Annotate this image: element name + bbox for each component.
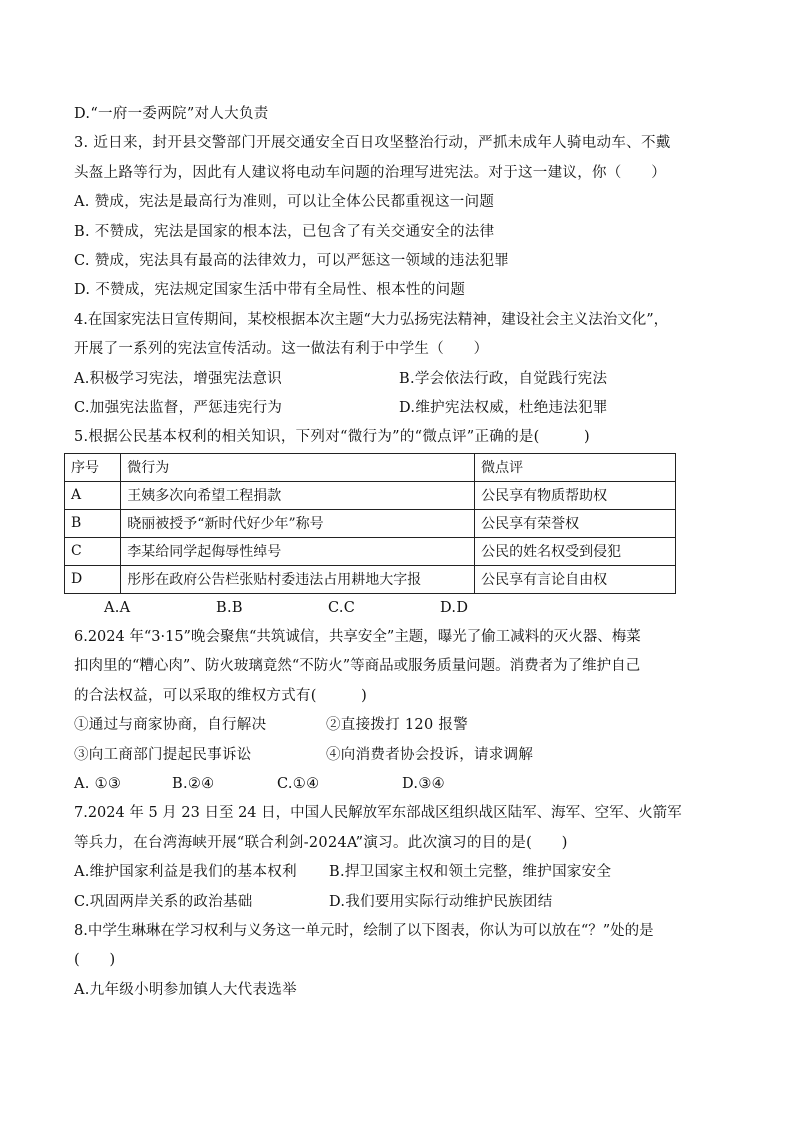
q7-option-b: B.捍卫国家主权和领土完整，维护国家安全 [329, 864, 612, 881]
line-top-4: B. 不赞成，宪法是国家的根本法，已包含了有关交通安全的法律 [74, 223, 495, 240]
q5-header-no: 序号 [65, 453, 121, 481]
q5-option-b: B.B [216, 599, 243, 616]
q6-items-row-1 [74, 711, 724, 740]
q5-cell-comment: 公民享有荣誉权 [475, 509, 676, 537]
q5-option-c: C.C [328, 599, 356, 616]
line-top-6: D. 不赞成，宪法规定国家生活中带有全局性、根本性的问题 [74, 282, 466, 299]
q4-option-b: B.学会依法行政，自觉践行宪法 [399, 370, 608, 387]
q5-options [74, 594, 724, 623]
q5-header-comment: 微点评 [475, 453, 676, 481]
line-top-7: 4.在国家宪法日宣传期间，某校根据本次主题“大力弘扬宪法精神，建设社会主义法治文化”， [74, 311, 669, 328]
q4-option-a: A.积极学习宪法，增强宪法意识 [74, 370, 283, 387]
q5-table [64, 453, 676, 594]
table-row [65, 537, 676, 565]
q6-item-2: ②直接拨打 120 报警 [326, 717, 468, 734]
q6-line-0: 6.2024 年“3·15”晚会聚焦“共筑诚信，共享安全”主题，曝光了偷工减料的灭火器、梅菜 [74, 629, 641, 646]
line-top-5: C. 赞成，宪法具有最高的法律效力，可以严惩这一领域的违法犯罪 [74, 252, 510, 269]
q6-option-d: D.③④ [402, 776, 445, 793]
q5-cell-action: 晓丽被授予“新时代好少年”称号 [121, 509, 475, 537]
q6-line-2: 的合法权益，可以采取的维权方式有( ) [74, 687, 368, 704]
exam-page [71, 100, 724, 1005]
table-row [65, 481, 676, 509]
q5-cell-no: C [65, 537, 121, 565]
q5-cell-action: 李某给同学起侮辱性绰号 [121, 537, 475, 565]
q5-table-header [65, 453, 676, 481]
q5-cell-comment: 公民享有言论自由权 [475, 565, 676, 593]
q6-items-row-2 [74, 741, 724, 770]
q6-option-b: B.②④ [172, 776, 215, 793]
q7-option-c: C.巩固两岸关系的政治基础 [74, 893, 253, 910]
q7-option-a: A.维护国家利益是我们的基本权利 [74, 864, 297, 881]
q4-options-row-1 [74, 365, 724, 394]
q5-cell-no: A [65, 481, 121, 509]
q5-option-d: D.D [440, 599, 469, 616]
q8-option-a: A.九年级小明参加镇人大代表选举 [74, 981, 297, 998]
q5-option-a: A.A [104, 599, 131, 616]
q7-options-row-2 [74, 888, 724, 917]
q5-cell-comment: 公民的姓名权受到侵犯 [475, 537, 676, 565]
q6-line-1: 扣肉里的“糟心肉”、防火玻璃竟然“不防火”等商品或服务质量问题。消费者为了维护自己 [74, 658, 641, 675]
q4-option-c: C.加强宪法监督，严惩违宪行为 [74, 399, 283, 416]
q5-cell-no: D [65, 565, 121, 593]
q5-cell-no: B [65, 509, 121, 537]
q5-header-action: 微行为 [121, 453, 475, 481]
line-top-2: 头盔上路等行为，因此有人建议将电动车问题的治理写进宪法。对于这一建议，你（ ） [74, 164, 666, 181]
line-top-8: 开展了一系列的宪法宣传活动。这一做法有利于中学生（ ） [74, 341, 489, 358]
q5-cell-comment: 公民享有物质帮助权 [475, 481, 676, 509]
line-top-0: D.“一府一委两院”对人大负责 [74, 106, 269, 122]
q7-option-d: D.我们要用实际行动维护民族团结 [329, 893, 553, 910]
q8-line-1: ( ) [74, 952, 116, 969]
q7-line-1: 等兵力，在台湾海峡开展“联合利剑-2024A”演习。此次演习的目的是( ) [74, 834, 568, 851]
q6-option-c: C.①④ [277, 776, 320, 793]
line-top-1: 3. 近日来，封开县交警部门开展交通安全百日攻坚整治行动，严抓未成年人骑电动车、不戴 [74, 135, 671, 152]
q8-line-0: 8.中学生琳琳在学习权利与义务这一单元时，绘制了以下图表，你认为可以放在“？”处的是 [74, 922, 654, 939]
q6-item-3: ③向工商部门提起民事诉讼 [74, 746, 252, 763]
q4-options-row-2 [74, 394, 724, 423]
table-row [65, 509, 676, 537]
line-top-3: A. 赞成，宪法是最高行为准则，可以让全体公民都重视这一问题 [74, 194, 495, 211]
q6-option-a: A. ①③ [74, 776, 122, 793]
q5-stem: 5.根据公民基本权利的相关知识，下列对“微行为”的“微点评”正确的是( ) [74, 429, 590, 446]
q6-item-1: ①通过与商家协商，自行解决 [74, 717, 267, 734]
q7-options-row-1 [74, 858, 724, 887]
q7-line-0: 7.2024 年 5 月 23 日至 24 日，中国人民解放军东部战区组织战区陆军、海军、空军、火箭军 [74, 805, 682, 822]
table-row [65, 565, 676, 593]
q5-cell-action: 彤彤在政府公告栏张贴村委违法占用耕地大字报 [121, 565, 475, 593]
q6-item-4: ④向消费者协会投诉，请求调解 [326, 746, 534, 763]
q4-option-d: D.维护宪法权威，杜绝违法犯罪 [399, 399, 608, 416]
q6-options [74, 770, 724, 799]
q5-cell-action: 王姨多次向希望工程捐款 [121, 481, 475, 509]
